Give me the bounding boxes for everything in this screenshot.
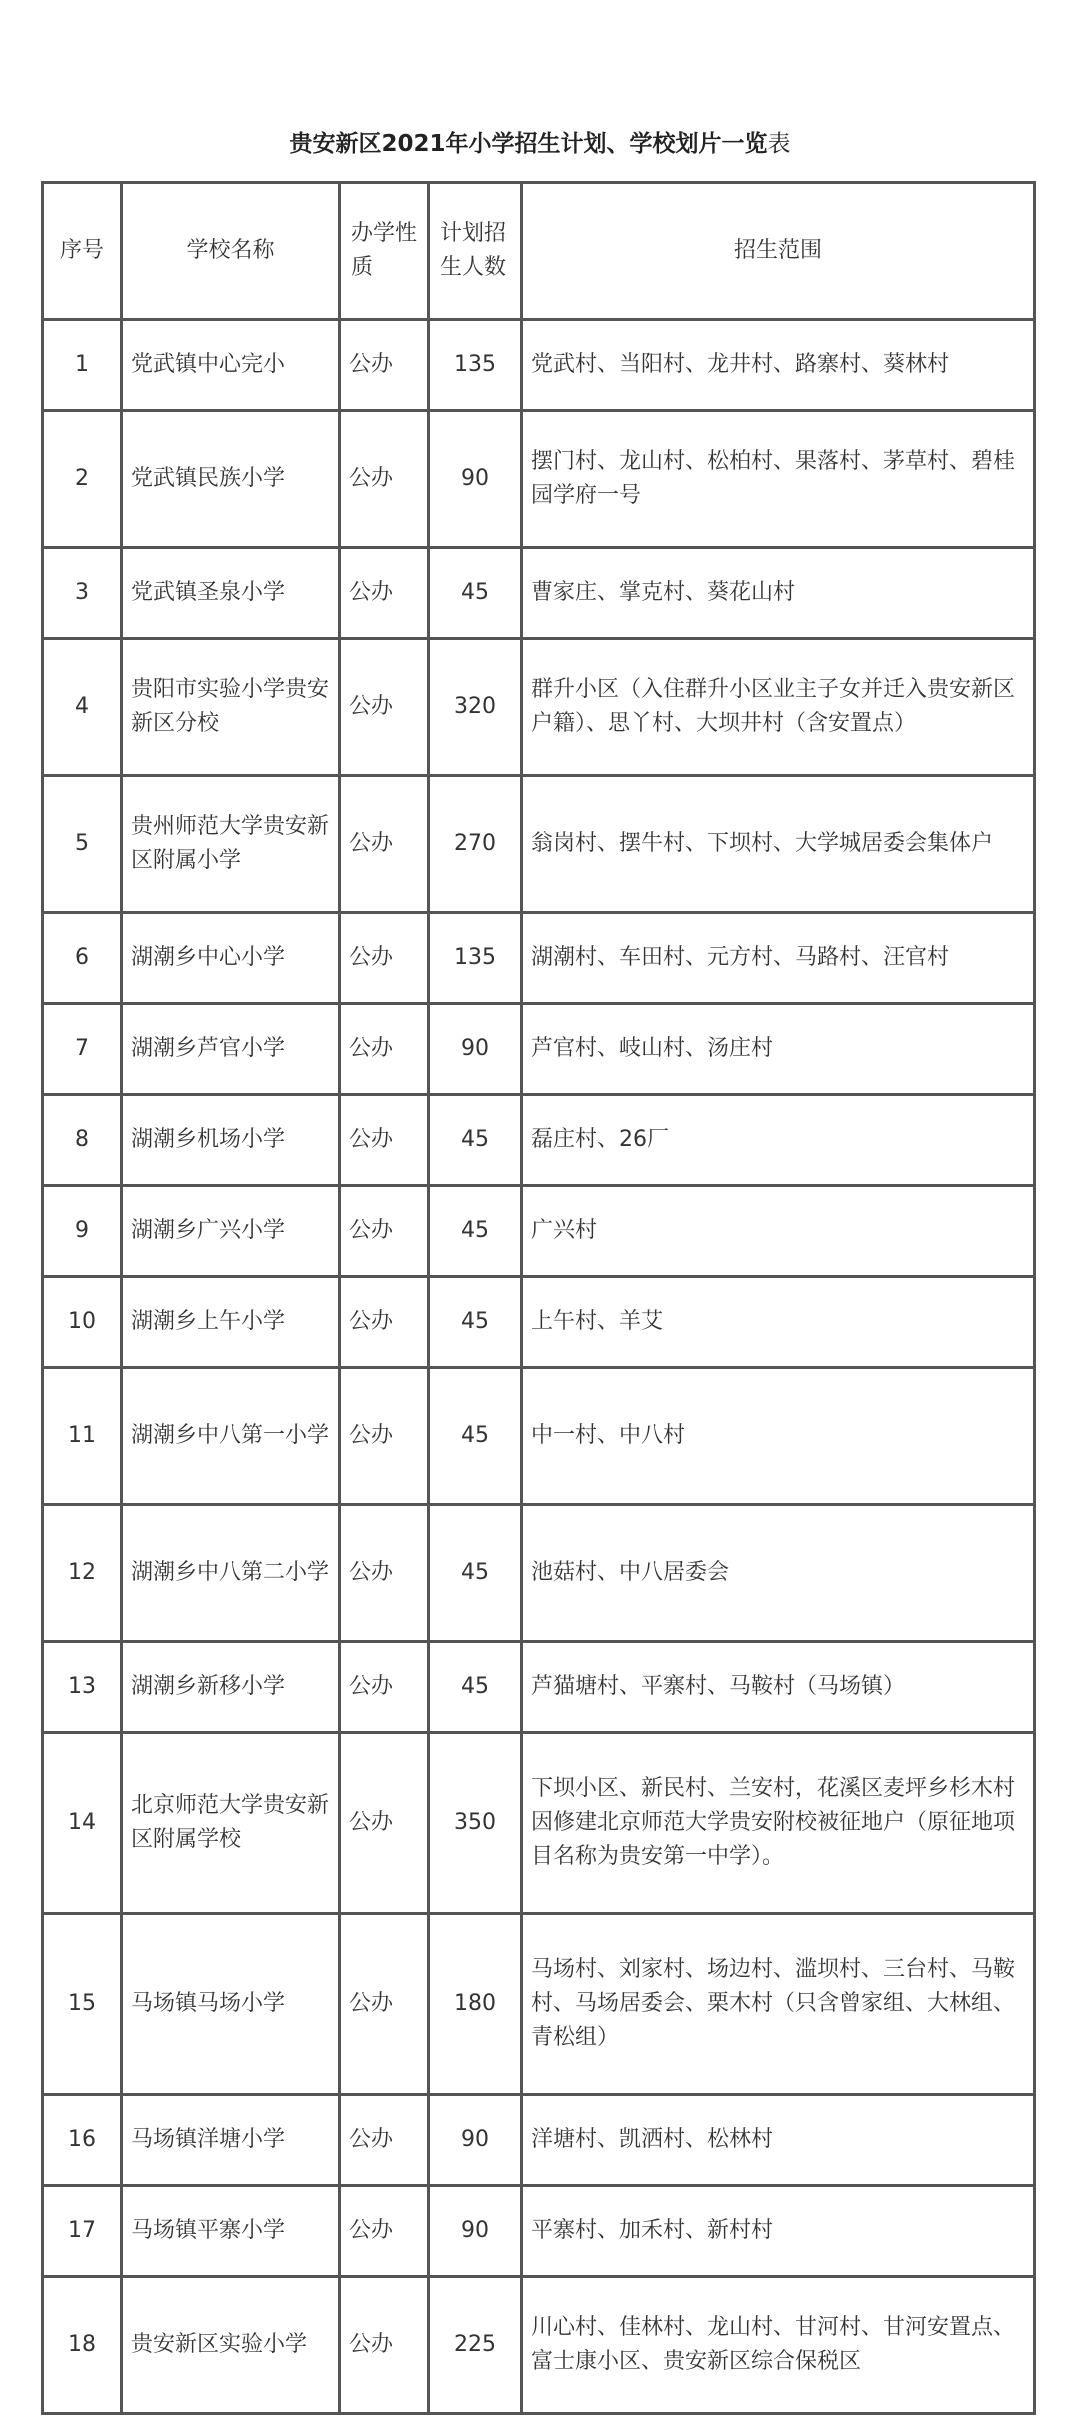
- row-school-name: 湖潮乡广兴小学: [123, 1187, 338, 1275]
- row-index: 17: [44, 2187, 120, 2275]
- row-school-name: 北京师范大学贵安新区附属学校: [123, 1734, 338, 1912]
- table-row: [44, 640, 1033, 774]
- row-school-name: 党武镇圣泉小学: [123, 549, 338, 637]
- row-enrollment-scope: 芦猫塘村、平寨村、马鞍村（马场镇）: [523, 1643, 1033, 1731]
- row-index: 12: [44, 1506, 120, 1640]
- row-plan-count: 90: [430, 412, 520, 546]
- title-suffix: 表: [767, 131, 791, 157]
- row-school-name: 湖潮乡上午小学: [123, 1278, 338, 1366]
- row-school-name: 湖潮乡新移小学: [123, 1643, 338, 1731]
- table-row: [44, 1096, 1033, 1184]
- row-plan-count: 45: [430, 1643, 520, 1731]
- row-school-name: 贵州师范大学贵安新区附属小学: [123, 777, 338, 911]
- row-index: 5: [44, 777, 120, 911]
- table-row: [44, 1005, 1033, 1093]
- row-school-nature: 公办: [341, 1734, 427, 1912]
- row-enrollment-scope: 磊庄村、26厂: [523, 1096, 1033, 1184]
- row-enrollment-scope: 翁岗村、摆牛村、下坝村、大学城居委会集体户: [523, 777, 1033, 911]
- row-school-name: 党武镇中心完小: [123, 321, 338, 409]
- row-enrollment-scope: 洋塘村、凯洒村、松林村: [523, 2096, 1033, 2184]
- row-school-nature: 公办: [341, 640, 427, 774]
- row-school-nature: 公办: [341, 1278, 427, 1366]
- table-row: [44, 1915, 1033, 2093]
- row-enrollment-scope: 湖潮村、车田村、元方村、马路村、汪官村: [523, 914, 1033, 1002]
- table-row: [44, 412, 1033, 546]
- table-row: [44, 2096, 1033, 2184]
- row-school-nature: 公办: [341, 1506, 427, 1640]
- header-index: 序号: [44, 184, 120, 318]
- row-enrollment-scope: 马场村、刘家村、场边村、滥坝村、三台村、马鞍村、马场居委会、栗木村（只含曾家组、大林组、青松组）: [523, 1915, 1033, 2093]
- row-plan-count: 90: [430, 2096, 520, 2184]
- row-index: 4: [44, 640, 120, 774]
- table-header-row: [44, 184, 1033, 318]
- row-school-nature: 公办: [341, 549, 427, 637]
- row-index: 11: [44, 1369, 120, 1503]
- row-plan-count: 135: [430, 914, 520, 1002]
- row-school-name: 湖潮乡中八第二小学: [123, 1506, 338, 1640]
- row-enrollment-scope: 下坝小区、新民村、兰安村，花溪区麦坪乡杉木村因修建北京师范大学贵安附校被征地户（原征地项目名称为贵安第一中学）。: [523, 1734, 1033, 1912]
- table-row: [44, 914, 1033, 1002]
- row-school-name: 马场镇马场小学: [123, 1915, 338, 2093]
- row-school-nature: 公办: [341, 1005, 427, 1093]
- row-enrollment-scope: 池菇村、中八居委会: [523, 1506, 1033, 1640]
- row-school-nature: 公办: [341, 321, 427, 409]
- table-row: [44, 2187, 1033, 2275]
- row-index: 7: [44, 1005, 120, 1093]
- row-school-nature: 公办: [341, 412, 427, 546]
- table-row: [44, 2278, 1033, 2412]
- table-row: [44, 549, 1033, 637]
- table-row: [44, 1643, 1033, 1731]
- row-enrollment-scope: 广兴村: [523, 1187, 1033, 1275]
- row-plan-count: 350: [430, 1734, 520, 1912]
- page-title: [0, 124, 1080, 164]
- row-index: 3: [44, 549, 120, 637]
- row-index: 10: [44, 1278, 120, 1366]
- row-index: 15: [44, 1915, 120, 2093]
- header-scope: 招生范围: [523, 184, 1033, 318]
- row-enrollment-scope: 党武村、当阳村、龙井村、路寨村、葵林村: [523, 321, 1033, 409]
- row-school-nature: 公办: [341, 1369, 427, 1503]
- row-school-name: 湖潮乡机场小学: [123, 1096, 338, 1184]
- row-plan-count: 45: [430, 1506, 520, 1640]
- row-school-nature: 公办: [341, 2278, 427, 2412]
- row-plan-count: 45: [430, 1187, 520, 1275]
- row-enrollment-scope: 平寨村、加禾村、新村村: [523, 2187, 1033, 2275]
- row-index: 18: [44, 2278, 120, 2412]
- row-school-nature: 公办: [341, 1096, 427, 1184]
- enrollment-table: [41, 181, 1036, 2415]
- row-school-name: 湖潮乡中心小学: [123, 914, 338, 1002]
- row-index: 13: [44, 1643, 120, 1731]
- row-index: 9: [44, 1187, 120, 1275]
- table-row: [44, 1506, 1033, 1640]
- row-plan-count: 45: [430, 549, 520, 637]
- row-school-nature: 公办: [341, 914, 427, 1002]
- title-main: 贵安新区2021年小学招生计划、学校划片一览: [289, 131, 768, 157]
- row-plan-count: 320: [430, 640, 520, 774]
- row-school-nature: 公办: [341, 1643, 427, 1731]
- header-plan: 计划招生人数: [430, 184, 520, 318]
- row-plan-count: 225: [430, 2278, 520, 2412]
- row-plan-count: 90: [430, 2187, 520, 2275]
- row-enrollment-scope: 芦官村、岐山村、汤庄村: [523, 1005, 1033, 1093]
- row-plan-count: 45: [430, 1369, 520, 1503]
- row-enrollment-scope: 川心村、佳林村、龙山村、甘河村、甘河安置点、富士康小区、贵安新区综合保税区: [523, 2278, 1033, 2412]
- row-index: 14: [44, 1734, 120, 1912]
- table-row: [44, 1187, 1033, 1275]
- row-plan-count: 90: [430, 1005, 520, 1093]
- row-school-name: 贵安新区实验小学: [123, 2278, 338, 2412]
- row-school-nature: 公办: [341, 1187, 427, 1275]
- table-row: [44, 321, 1033, 409]
- row-school-nature: 公办: [341, 2096, 427, 2184]
- header-school: 学校名称: [123, 184, 338, 318]
- row-school-nature: 公办: [341, 2187, 427, 2275]
- row-school-name: 湖潮乡芦官小学: [123, 1005, 338, 1093]
- row-school-name: 马场镇平寨小学: [123, 2187, 338, 2275]
- row-enrollment-scope: 摆门村、龙山村、松柏村、果落村、茅草村、碧桂园学府一号: [523, 412, 1033, 546]
- table-row: [44, 777, 1033, 911]
- row-plan-count: 135: [430, 321, 520, 409]
- row-plan-count: 180: [430, 1915, 520, 2093]
- row-enrollment-scope: 中一村、中八村: [523, 1369, 1033, 1503]
- row-school-name: 湖潮乡中八第一小学: [123, 1369, 338, 1503]
- row-school-name: 党武镇民族小学: [123, 412, 338, 546]
- header-nature: 办学性质: [341, 184, 427, 318]
- row-enrollment-scope: 上午村、羊艾: [523, 1278, 1033, 1366]
- row-school-nature: 公办: [341, 777, 427, 911]
- table-row: [44, 1734, 1033, 1912]
- row-index: 2: [44, 412, 120, 546]
- row-school-name: 贵阳市实验小学贵安新区分校: [123, 640, 338, 774]
- row-school-nature: 公办: [341, 1915, 427, 2093]
- row-enrollment-scope: 曹家庄、掌克村、葵花山村: [523, 549, 1033, 637]
- row-index: 8: [44, 1096, 120, 1184]
- table-row: [44, 1369, 1033, 1503]
- row-enrollment-scope: 群升小区（入住群升小区业主子女并迁入贵安新区户籍）、思丫村、大坝井村（含安置点）: [523, 640, 1033, 774]
- row-school-name: 马场镇洋塘小学: [123, 2096, 338, 2184]
- row-plan-count: 45: [430, 1278, 520, 1366]
- row-plan-count: 270: [430, 777, 520, 911]
- row-index: 16: [44, 2096, 120, 2184]
- row-plan-count: 45: [430, 1096, 520, 1184]
- table-row: [44, 1278, 1033, 1366]
- row-index: 1: [44, 321, 120, 409]
- row-index: 6: [44, 914, 120, 1002]
